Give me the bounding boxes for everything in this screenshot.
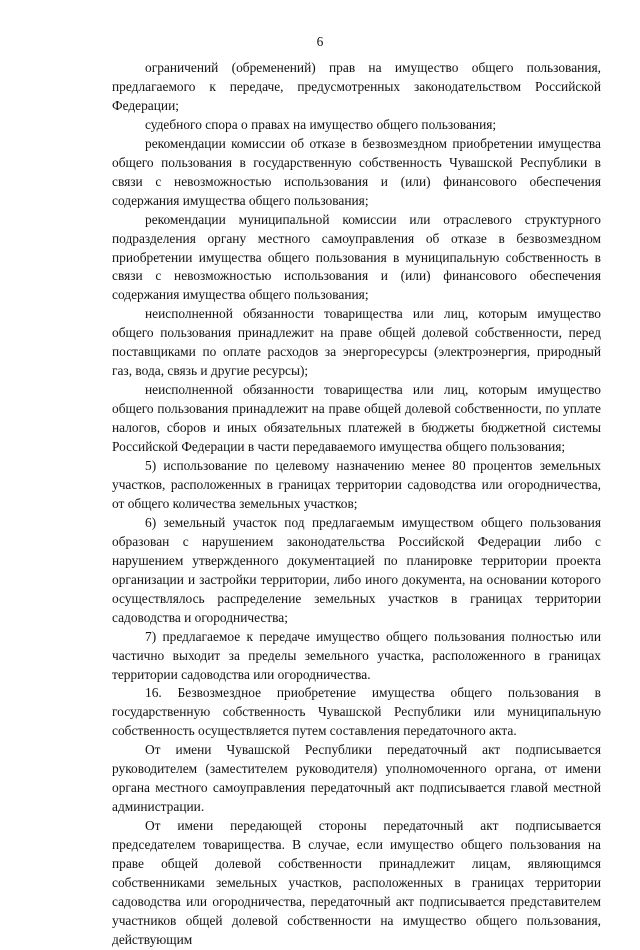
paragraph: 5) использование по целевому назначению менее 80 процентов земельных участков, расположенных в границах территории садоводства или огородничества, от общего количества земельных участков;	[112, 458, 601, 511]
paragraph: 16. Безвозмездное приобретение имущества общего пользования в государственную собственность Чувашской Республики или муниципальную собственность осуществляется путем составления передаточного акта.	[112, 685, 601, 739]
paragraph: От имени передающей стороны передаточный акт подписывается председателем товарищества. В случае, если имущество общего пользования на праве общей долевой собственности принадлежит лицам, являющимся собственниками земельных участков, расположенных в границах территории садоводства или огородничества, передаточный акт подписывается представителем участников общей долевой собственности на имущество общего пользования, действующим	[112, 818, 601, 947]
paragraph: рекомендации комиссии об отказе в безвозмездном приобретении имущества общего пользования в государственную собственность Чувашской Республики в связи с невозможностью использования и (или) финансового обеспечения содержания имущества общего пользования;	[112, 135, 601, 208]
paragraph: рекомендации муниципальной комиссии или отраслевого структурного подразделения органу местного самоуправления об отказе в безвозмездном приобретении имущества общего пользования в муниципальную собственность в связи с невозможностью использования и (или) финансового обеспечения содержания имущества общего пользования;	[112, 211, 601, 303]
paragraph: ограничений (обременений) прав на имущество общего пользования, предлагаемого к передаче, предусмотренных законодательством Российской Федерации;	[112, 60, 601, 113]
paragraph: От имени Чувашской Республики передаточный акт подписывается руководителем (заместителем руководителя) уполномоченного органа, от имени органа местного самоуправления передаточный акт подписывается главой местной администрации.	[112, 742, 601, 815]
paragraph: неисполненной обязанности товарищества или лиц, которым имущество общего пользования принадлежит на праве общей долевой собственности, по уплате налогов, сборов и иных обязательных платежей в бюджеты бюджетной системы Российской Федерации в части передаваемого имущества общего пользования;	[112, 382, 601, 455]
paragraph: 7) предлагаемое к передаче имущество общего пользования полностью или частично выходит за пределы земельного участка, расположенного в границах территории садоводства или огородничества.	[112, 628, 601, 682]
paragraph: судебного спора о правах на имущество общего пользования;	[145, 116, 497, 132]
document-body	[112, 59, 601, 950]
paragraph: 6) земельный участок под предлагаемым имуществом общего пользования образован с нарушением законодательства Российской Федерации либо с нарушением утвержденного документацией по планировке территории проекта организации и застройки территории, либо иного документа, на основании которого осуществлялось распределение земельных участков в границах территории садоводства и огородничества;	[112, 514, 601, 625]
paragraph: неисполненной обязанности товарищества или лиц, которым имущество общего пользования принадлежит на праве общей долевой собственности, перед поставщиками по оплате расходов за энергоресурсы (электроэнергия, природный газ, вода, связь и другие ресурсы);	[112, 306, 601, 379]
page-number: 6	[316, 34, 324, 49]
